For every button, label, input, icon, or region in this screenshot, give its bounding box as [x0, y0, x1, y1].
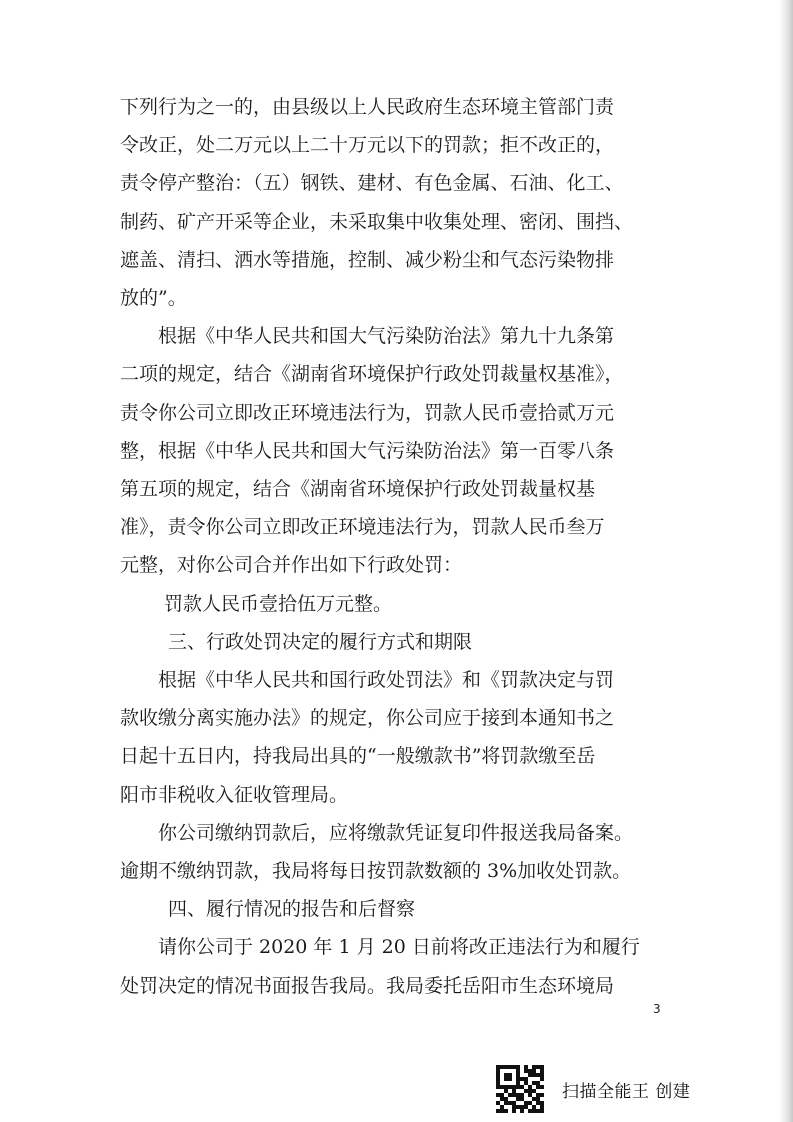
text-line: 责令你公司立即改正环境违法行为，罚款人民币壹拾贰万元: [120, 401, 615, 424]
text-line: 遮盖、清扫、洒水等措施，控制、减少粉尘和气态污染物排: [120, 248, 615, 271]
text-line: 根据《中华人民共和国行政处罚法》和《罚款决定与罚: [158, 669, 615, 692]
text-line: 准》，责令你公司立即改正环境违法行为，罚款人民币叁万: [120, 516, 605, 539]
watermark-text: 扫描全能王 创建: [562, 1081, 691, 1102]
section-heading: 三、行政处罚决定的履行方式和期限: [168, 630, 473, 653]
text-line: 你公司缴纳罚款后，应将缴款凭证复印件报送我局备案。: [158, 821, 634, 844]
text-line: 责令停产整治：（五）钢铁、建材、有色金属、石油、化工、: [120, 172, 624, 195]
text-line: 令改正，处二万元以上二十万元以下的罚款；拒不改正的，: [120, 134, 615, 157]
text-line: 阳市非税收入征收管理局。: [120, 783, 349, 806]
text-line: 下列行为之一的，由县级以上人民政府生态环境主管部门责: [120, 96, 615, 118]
text-line: 根据《中华人民共和国大气污染防治法》第九十九条第: [158, 325, 615, 348]
page-edge-shadow: [779, 0, 793, 1122]
text-line: 放的”。: [120, 287, 187, 310]
text-line: 款收缴分离实施办法》的规定，你公司应于接到本通知书之: [120, 707, 615, 730]
text-line: 处罚决定的情况书面报告我局。我局委托岳阳市生态环境局: [120, 974, 615, 997]
document-body: [120, 88, 665, 1005]
text-line: 二项的规定，结合《湖南省环境保护行政处罚裁量权基准》，: [120, 363, 624, 386]
page-number: 3: [653, 1002, 661, 1016]
text-line: 请你公司于 2020 年 1 月 20 日前将改正违法行为和履行: [158, 936, 640, 959]
text-line: 元整，对你公司合并作出如下行政处罚：: [120, 554, 463, 577]
qr-code-icon: [496, 1065, 544, 1113]
section-heading: 四、履行情况的报告和后督察: [168, 898, 416, 921]
scanner-watermark: [496, 1063, 690, 1115]
text-line: 逾期不缴纳罚款，我局将每日按罚款数额的 3%加收处罚款。: [120, 860, 632, 883]
text-line: 日起十五日内，持我局出具的“一般缴款书”将罚款缴至岳: [120, 745, 596, 768]
text-line: 整，根据《中华人民共和国大气污染防治法》第一百零八条: [120, 439, 615, 462]
text-line: 第五项的规定，结合《湖南省环境保护行政处罚裁量权基: [120, 478, 596, 501]
text-line: 制药、矿产开采等企业，未采取集中收集处理、密闭、围挡、: [120, 210, 634, 233]
text-line: 罚款人民币壹拾伍万元整。: [164, 592, 393, 615]
